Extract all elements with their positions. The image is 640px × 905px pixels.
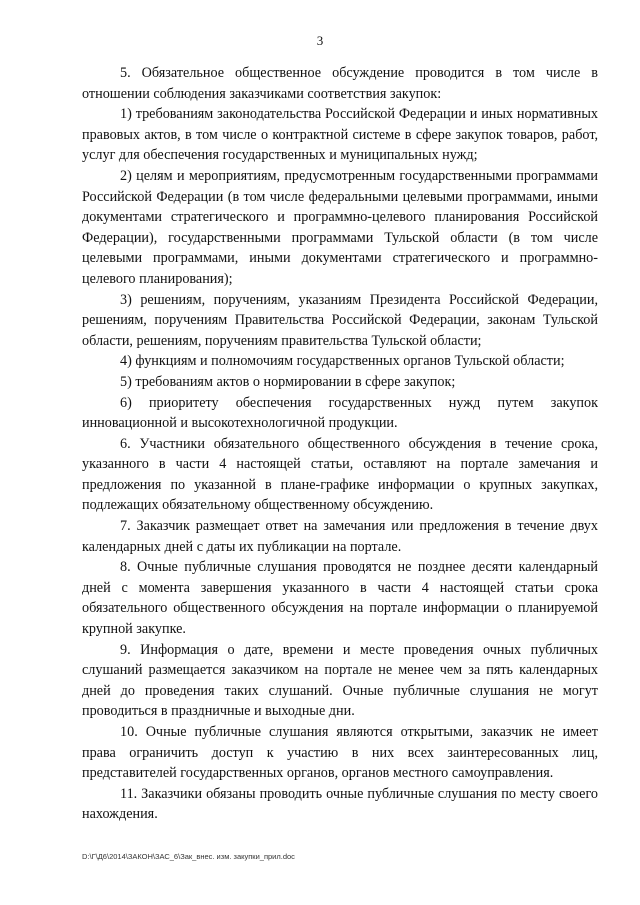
paragraph-7: 7. Заказчик размещает ответ на замечания или предложения в течение двух календарных дней с даты их публикации на портале. — [82, 518, 598, 555]
paragraph-10: 10. Очные публичные слушания являются открытыми, заказчик не имеет права ограничить доступ к участию в них всех заинтересованных лиц, представителей государственных органов, органов местного самоуправления. — [82, 724, 598, 782]
paragraph-5-item-3: 3) решениям, поручениям, указаниям Президента Российской Федерации, решениям, поручениям Правительства Российской Федерации, законам Тульской области, решениям, поручениям правительства Тульской области; — [82, 291, 598, 349]
paragraph-9: 9. Информация о дате, времени и месте проведения очных публичных слушаний размещается заказчиком на портале не менее чем за пять календарных дней до проведения таких слушаний. Очные публичные слушания не могут проводиться в праздничные и выходные дни. — [82, 641, 598, 720]
paragraph-5-item-2: 2) целям и мероприятиям, предусмотренным государственными программами Российской Федерации (в том числе федеральными целевыми программами, иными документами стратегического и программно-целевого планирования Российской Федерации), государственными программами Тульской области (в том числе целевыми программами, иными документами стратегического и программно-целевого планирования); — [82, 167, 598, 287]
paragraph-11: 11. Заказчики обязаны проводить очные публичные слушания по месту своего нахождения. — [82, 785, 598, 823]
paragraph-5-item-6: 6) приоритету обеспечения государственных нужд путем закупок инновационной и высокотехнологичной продукции. — [82, 394, 598, 432]
file-path-footer: D:\Г\Д6\2014\ЗАКОН\ЗАС_6\Зак_внес. изм. закупки_прил.doc — [82, 852, 295, 861]
paragraph-6: 6. Участники обязательного общественного обсуждения в течение срока, указанного в части 4 настоящей статьи, оставляют на портале замечания и предложения по указанной в плане-графике информации о крупных закупках, подлежащих обязательному общественному обсуждению. — [82, 435, 598, 514]
page-number: 3 — [316, 33, 324, 48]
paragraph-5: 5. Обязательное общественное обсуждение проводится в том числе в отношении соблюдения заказчиками соответствия закупок: — [82, 65, 598, 102]
paragraph-5-item-1: 1) требованиям законодательства Российской Федерации и иных нормативных правовых актов, в том числе о контрактной системе в сфере закупок товаров, работ, услуг для обеспечения государственных и муниципальных нужд; — [82, 106, 598, 164]
paragraph-5-item-4: 4) функциям и полномочиям государственных органов Тульской области; — [120, 353, 565, 370]
document-body — [82, 63, 598, 825]
paragraph-8: 8. Очные публичные слушания проводятся не позднее десяти календарный дней с момента завершения указанного в части 4 настоящей статьи срока обязательного общественного обсуждения на портале информации о планируемой крупной закупке. — [82, 559, 598, 638]
paragraph-5-item-5: 5) требованиям актов о нормировании в сфере закупок; — [120, 373, 456, 390]
